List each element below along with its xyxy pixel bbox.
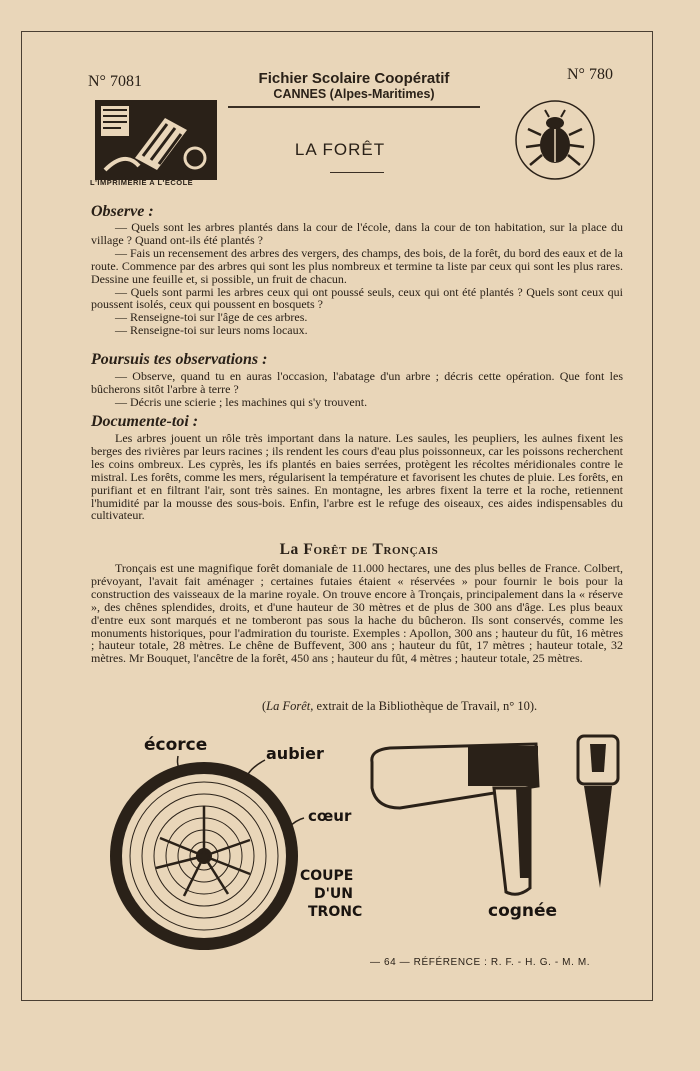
poursuis-paragraph: — Décris une scierie ; les machines qui s'y trouvent. xyxy=(115,394,368,409)
observe-paragraph: — Renseigne-toi sur l'âge de ces arbres. xyxy=(115,310,308,325)
section-observe-body xyxy=(91,221,623,337)
title-rule xyxy=(330,172,384,173)
caption-dun: D'UN xyxy=(314,886,353,902)
story-source xyxy=(262,699,537,714)
publisher-title: Fichier Scolaire Coopératif xyxy=(258,70,450,87)
illustration-panel xyxy=(100,728,640,958)
label-coeur: cœur xyxy=(308,807,352,825)
section-poursuis-body xyxy=(91,370,623,409)
observe-paragraph: — Fais un recensement des arbres des vergers, des champs, des bois, de la forêt, du bord des eaux et de la route. Commence par des arbres qui sont les plus nombreux et termine ta liste par ceux qui sont les plus rares. Dessine une feuille et, si possible, un fruit de chacun. xyxy=(91,245,623,286)
observe-paragraph: — Quels sont parmi les arbres ceux qui ont poussé seuls, ceux qui ont été plantés ? Quels sont ceux qui poussent isolés, ceux qui poussent en bosquets ? xyxy=(91,284,623,312)
documente-paragraph: Les arbres jouent un rôle très important dans la nature. Les saules, les peupliers, les aulnes fixent les berges des rivières par leurs racines ; ils rendent les cours d'eau plus poissonneux, car les poissons recherchent les coins ombreux. Les cyprès, les ifs plantés en baies serrées, protègent les récoltes méridionales contre le mistral. Les forêts, comme les mers, régularisent la température et favorisent les chutes de pluie. Les forêts, en purifiant et en filtrant l'air, sont très saines. En montagne, les arbres fixent la terre et la roche, retiennent l'humidité par la mousse des sous-bois. Enfin, l'arbre est le refuge des oiseaux, ces aides indispensables du cultivateur. xyxy=(91,431,623,523)
poursuis-paragraph: — Observe, quand tu en auras l'occasion, l'abatage d'un arbre ; décris cette opération. Que font les bûcherons sitôt l'arbre à terre ? xyxy=(91,369,623,396)
label-aubier: aubier xyxy=(266,744,324,763)
logo-caption: L'IMPRIMERIE A L'ECOLE xyxy=(90,178,194,187)
section-documente-body xyxy=(91,432,623,522)
story-title-word: Tronçais xyxy=(372,541,439,558)
story-title-word: La xyxy=(279,541,299,558)
story-body xyxy=(91,562,623,665)
source-title: La Forêt xyxy=(266,699,311,713)
tree-trunk-section-icon xyxy=(110,762,298,950)
story-title-word: de xyxy=(351,541,369,558)
source-prefix: ( xyxy=(262,699,267,713)
scarab-beetle-icon xyxy=(514,99,596,181)
card-number-left: N° 7081 xyxy=(88,73,142,90)
section-heading-documente: Documente-toi : xyxy=(91,413,199,430)
caption-coupe: COUPE xyxy=(300,868,354,884)
observe-paragraph: — Renseigne-toi sur leurs noms locaux. xyxy=(115,323,308,338)
page-footer: — 64 — RÉFÉRENCE : R. F. - H. G. - M. M. xyxy=(370,957,591,968)
label-ecorce: écorce xyxy=(144,735,208,755)
page-title: LA FORÊT xyxy=(294,140,386,159)
story-title-word: Forêt xyxy=(303,541,348,558)
axe-icon xyxy=(372,744,538,894)
section-heading-observe: Observe : xyxy=(91,203,154,220)
caption-tronc: TRONC xyxy=(308,904,363,920)
story-paragraph: Tronçais est une magnifique forêt domaniale de 11.000 hectares, une des plus belles de France. Colbert, prévoyant, l'avait fait aménager ; certaines futaies étaient « réservées » pour fournir le bois pour la construction des vaisseaux de la marine royale. On trouve encore à Tronçais, principalement dans la « réserve », des chênes splendides, droits, et d'une hauteur de 30 mètres et de plus de 300 ans d'âge. Les plus beaux d'entre eux sont marqués et ne tomberont pas sous la hache du bûcheron. Ils sont conservés, comme les monuments historiques, pour l'admiration du touriste. Exemples : Apollon, 300 ans ; hauteur du fût, 16 mètres ; hauteur totale, 28 mètres. Le chêne de Buffevent, 300 ans ; hauteur du fût, 17 mètres ; hauteur totale, 32 mètres. Mr Bouquet, l'ancêtre de la forêt, 450 ans ; hauteur du fût, 4 mètres ; hauteur totale, 25 mètres. xyxy=(91,561,623,666)
header-rule xyxy=(228,106,480,108)
wedge-icon xyxy=(578,736,618,888)
section-heading-poursuis: Poursuis tes observations : xyxy=(91,351,268,368)
card-number-right: N° 780 xyxy=(567,66,613,83)
observe-paragraph: — Quels sont les arbres plantés dans la cour de l'école, dans la cour de ton habitation, sur la place du village ? Quand ont-ils été plantés ? xyxy=(91,220,623,247)
story-title xyxy=(200,541,518,559)
label-cognee: cognée xyxy=(488,901,558,921)
publisher-location: CANNES (Alpes-Maritimes) xyxy=(273,87,435,101)
source-rest: , extrait de la Bibliothèque de Travail, n° 10). xyxy=(310,699,538,713)
printing-press-logo-icon xyxy=(95,100,217,180)
